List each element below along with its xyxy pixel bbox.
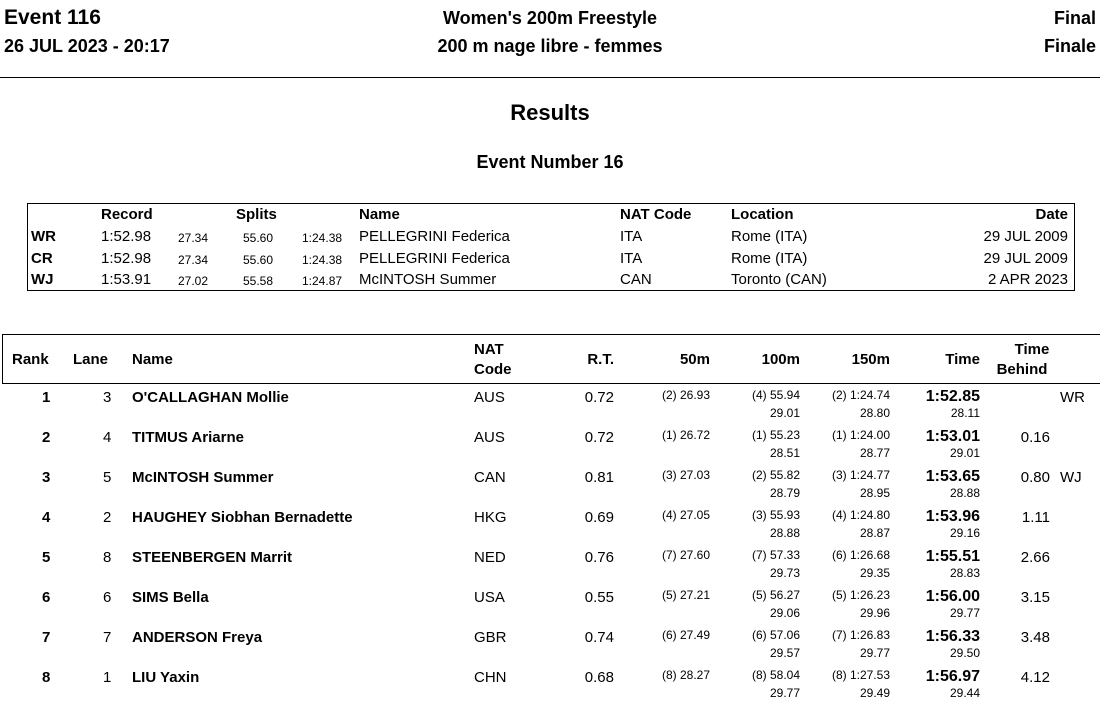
final-time: 1:53.65	[925, 468, 980, 485]
split-100m: (3) 55.93	[751, 508, 800, 522]
nat-code: AUS	[474, 389, 505, 406]
event-datetime: 26 JUL 2023 - 20:17	[4, 36, 170, 56]
reaction-time: 0.69	[584, 509, 614, 526]
record-split: 55.60	[243, 253, 274, 267]
lap-100m: 28.88	[769, 526, 800, 540]
result-row	[0, 468, 1100, 508]
split-100m: (5) 56.27	[751, 588, 800, 602]
split-50m: (7) 27.60	[661, 548, 710, 562]
split-150m: (5) 1:26.23	[831, 588, 890, 602]
record-date: 2 APR 2023	[987, 271, 1068, 288]
reaction-time: 0.68	[584, 669, 614, 686]
record-split: 1:24.87	[302, 274, 343, 288]
split-100m: (7) 57.33	[751, 548, 800, 562]
split-50m: (6) 27.49	[661, 628, 710, 642]
record-location: Rome (ITA)	[731, 250, 808, 267]
athlete-name: HAUGHEY Siobhan Bernadette	[132, 509, 353, 526]
record-split: 27.02	[178, 274, 209, 288]
final-time: 1:53.96	[925, 508, 980, 525]
lap-150m: 29.96	[859, 606, 890, 620]
lap-100m: 29.06	[769, 606, 800, 620]
col-nat-line2: Code	[474, 361, 512, 378]
reaction-time: 0.74	[584, 629, 614, 646]
nat-code: USA	[474, 589, 505, 606]
athlete-name: McINTOSH Summer	[132, 469, 274, 486]
record-location: Toronto (CAN)	[731, 271, 827, 288]
record-nat: ITA	[620, 228, 643, 245]
record-holder: PELLEGRINI Federica	[359, 250, 510, 267]
event-title-en: Women's 200m Freestyle	[442, 8, 658, 28]
result-row	[0, 428, 1100, 468]
time-behind: 4.12	[1020, 669, 1050, 686]
split-150m: (1) 1:24.00	[831, 428, 890, 442]
lane: 2	[103, 509, 112, 526]
split-50m: (2) 26.93	[661, 388, 710, 402]
lane: 8	[103, 549, 112, 566]
final-time: 1:56.00	[925, 588, 980, 605]
split-150m: (7) 1:26.83	[831, 628, 890, 642]
split-50m: (5) 27.21	[661, 588, 710, 602]
lap-200m: 29.16	[949, 526, 980, 540]
record-split: 27.34	[178, 253, 209, 267]
lap-200m: 29.50	[949, 646, 980, 660]
lap-150m: 28.77	[859, 446, 890, 460]
final-time: 1:55.51	[925, 548, 980, 565]
col-nat-line1: NAT	[474, 341, 504, 358]
rank: 2	[42, 429, 51, 446]
record-type: WJ	[31, 271, 54, 288]
lane: 7	[103, 629, 112, 646]
athlete-name: SIMS Bella	[132, 589, 209, 606]
result-row	[0, 508, 1100, 548]
lap-200m: 28.88	[949, 486, 980, 500]
split-50m: (8) 28.27	[661, 668, 710, 682]
lane: 4	[103, 429, 112, 446]
rank: 5	[42, 549, 51, 566]
record-location: Rome (ITA)	[731, 228, 808, 245]
lap-100m: 29.57	[769, 646, 800, 660]
lane: 5	[103, 469, 112, 486]
header-divider	[0, 77, 1100, 78]
record-time: 1:53.91	[101, 271, 152, 288]
event-label: Event 116	[4, 6, 101, 29]
lap-200m: 28.11	[950, 406, 980, 420]
record-type: WR	[31, 228, 56, 245]
lap-150m: 28.95	[859, 486, 890, 500]
record-nat: ITA	[620, 250, 643, 267]
record-nat: CAN	[620, 271, 652, 288]
lap-150m: 29.49	[859, 686, 890, 700]
phase-fr: Finale	[1043, 36, 1096, 56]
record-date: 29 JUL 2009	[983, 228, 1068, 245]
lap-100m: 28.51	[769, 446, 800, 460]
records-col-location: Location	[731, 206, 794, 223]
col-behind-line2: Behind	[996, 361, 1048, 378]
lap-100m: 29.73	[769, 566, 800, 580]
col-rank: Rank	[12, 351, 49, 368]
record-type: CR	[31, 250, 53, 267]
nat-code: AUS	[474, 429, 505, 446]
col-behind-line1: Time	[1014, 341, 1050, 358]
split-150m: (8) 1:27.53	[831, 668, 890, 682]
final-time: 1:56.33	[925, 628, 980, 645]
split-150m: (4) 1:24.80	[831, 508, 890, 522]
result-row	[0, 388, 1100, 428]
rank: 8	[42, 669, 51, 686]
lap-200m: 28.83	[949, 566, 980, 580]
record-holder: McINTOSH Summer	[359, 271, 497, 288]
lane: 1	[103, 669, 112, 686]
lane: 3	[103, 389, 112, 406]
athlete-name: O'CALLAGHAN Mollie	[132, 389, 289, 406]
split-150m: (2) 1:24.74	[831, 388, 890, 402]
records-col-record: Record	[101, 206, 153, 223]
record-split: 55.60	[243, 231, 274, 245]
record-split: 1:24.38	[302, 231, 343, 245]
final-time: 1:53.01	[925, 428, 980, 445]
reaction-time: 0.72	[584, 389, 614, 406]
athlete-name: STEENBERGEN Marrit	[132, 549, 293, 566]
record-time: 1:52.98	[101, 228, 152, 245]
rank: 7	[42, 629, 51, 646]
record-badge: WJ	[1060, 469, 1082, 486]
records-col-name: Name	[359, 206, 400, 223]
nat-code: NED	[474, 549, 506, 566]
rank: 3	[42, 469, 51, 486]
final-time: 1:52.85	[925, 388, 980, 405]
lap-100m: 28.79	[769, 486, 800, 500]
col-150m: 150m	[851, 351, 890, 368]
lap-150m: 28.87	[859, 526, 890, 540]
col-name: Name	[132, 351, 173, 368]
lap-150m: 29.77	[859, 646, 890, 660]
time-behind: 3.48	[1020, 629, 1050, 646]
time-behind: 2.66	[1020, 549, 1050, 566]
rank: 6	[42, 589, 51, 606]
athlete-name: LIU Yaxin	[132, 669, 200, 686]
lane: 6	[103, 589, 112, 606]
reaction-time: 0.81	[584, 469, 614, 486]
nat-code: CHN	[474, 669, 507, 686]
record-time: 1:52.98	[101, 250, 152, 267]
lap-200m: 29.01	[949, 446, 980, 460]
lap-100m: 29.01	[769, 406, 800, 420]
records-col-date: Date	[1035, 206, 1068, 223]
result-row	[0, 628, 1100, 668]
col-100m: 100m	[761, 351, 800, 368]
split-100m: (8) 58.04	[751, 668, 800, 682]
split-100m: (6) 57.06	[751, 628, 800, 642]
split-100m: (2) 55.82	[751, 468, 800, 482]
nat-code: GBR	[474, 629, 507, 646]
record-holder: PELLEGRINI Federica	[359, 228, 510, 245]
split-100m: (4) 55.94	[751, 388, 800, 402]
record-split: 1:24.38	[302, 253, 343, 267]
col-50m: 50m	[679, 351, 710, 368]
col-lane: Lane	[73, 351, 109, 368]
lap-150m: 29.35	[859, 566, 890, 580]
lap-150m: 28.80	[859, 406, 890, 420]
final-time: 1:56.97	[925, 668, 980, 685]
phase-en: Final	[1053, 8, 1096, 28]
split-50m: (1) 26.72	[661, 428, 710, 442]
reaction-time: 0.76	[584, 549, 614, 566]
result-row	[0, 588, 1100, 628]
result-row	[0, 668, 1100, 708]
rank: 4	[42, 509, 51, 526]
rank: 1	[42, 389, 51, 406]
record-badge: WR	[1060, 389, 1085, 406]
records-col-nat: NAT Code	[620, 206, 692, 223]
athlete-name: ANDERSON Freya	[132, 629, 263, 646]
time-behind: 0.80	[1020, 469, 1050, 486]
record-split: 27.34	[178, 231, 209, 245]
time-behind: 1.11	[1021, 509, 1050, 526]
split-50m: (3) 27.03	[661, 468, 710, 482]
lap-100m: 29.77	[769, 686, 800, 700]
time-behind: 0.16	[1020, 429, 1050, 446]
split-50m: (4) 27.05	[661, 508, 710, 522]
nat-code: CAN	[474, 469, 506, 486]
nat-code: HKG	[474, 509, 507, 526]
lap-200m: 29.77	[949, 606, 980, 620]
result-row	[0, 548, 1100, 588]
lap-200m: 29.44	[949, 686, 980, 700]
record-date: 29 JUL 2009	[983, 250, 1068, 267]
event-title-fr: 200 m nage libre - femmes	[437, 36, 663, 56]
reaction-time: 0.55	[584, 589, 614, 606]
time-behind: 3.15	[1020, 589, 1050, 606]
records-col-splits: Splits	[236, 206, 277, 223]
col-rt: R.T.	[587, 351, 614, 368]
split-150m: (6) 1:26.68	[831, 548, 890, 562]
reaction-time: 0.72	[584, 429, 614, 446]
athlete-name: TITMUS Ariarne	[132, 429, 244, 446]
col-time: Time	[945, 351, 980, 368]
event-number: Event Number 16	[476, 152, 624, 172]
page-title: Results	[510, 100, 590, 125]
split-150m: (3) 1:24.77	[831, 468, 890, 482]
record-split: 55.58	[243, 274, 274, 288]
split-100m: (1) 55.23	[751, 428, 800, 442]
